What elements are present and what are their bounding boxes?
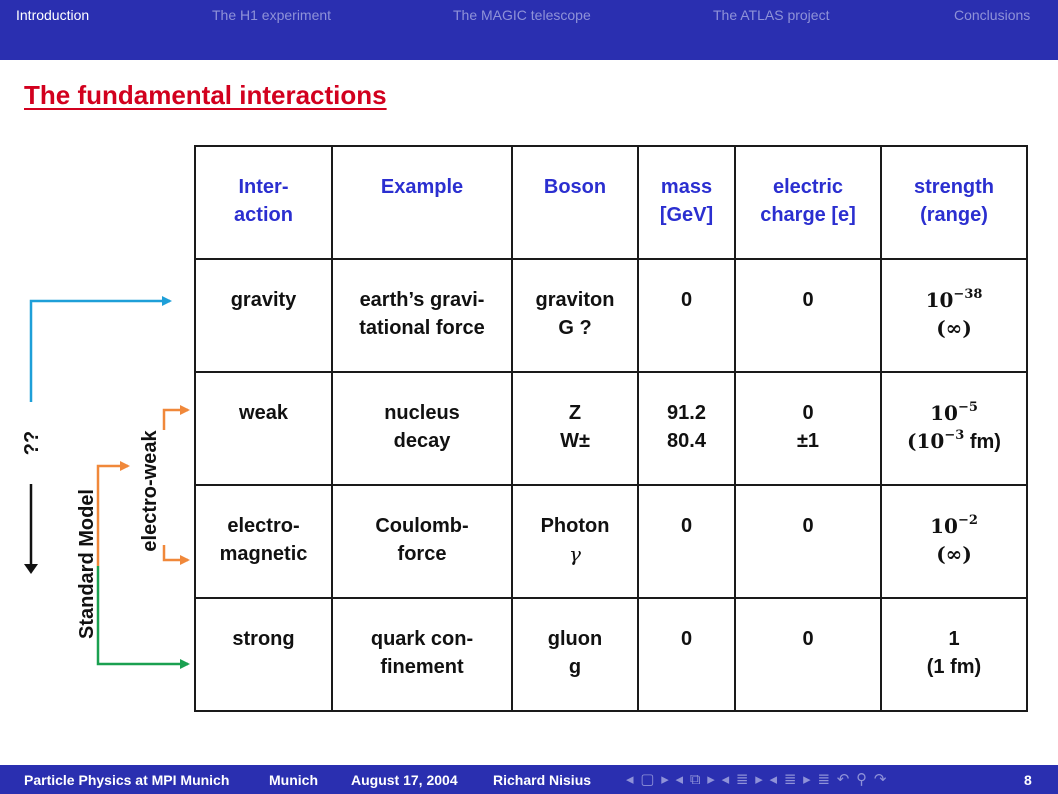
boson-line1: graviton [535, 289, 615, 311]
charge-cell [735, 598, 881, 711]
header-mass-line1: mass [660, 176, 713, 198]
strength-cell [881, 598, 1027, 711]
charge-cell [735, 372, 881, 485]
unknown-to-gravity-arrow [31, 301, 170, 402]
charge-value-w: ±1 [796, 430, 820, 452]
header-example: Example [380, 176, 464, 198]
mass-value: 0 [680, 628, 693, 650]
footer-bar [0, 765, 1058, 794]
header-cell [735, 146, 881, 259]
strength-range-base: (10 [907, 429, 945, 453]
strength-value [882, 399, 1026, 427]
strength-base: 10 [930, 514, 958, 538]
electroweak-label: electro-weak [139, 430, 161, 552]
table-row [195, 259, 1027, 372]
strength-range-exponent: −3 [944, 428, 965, 443]
standard-model-label: Standard Model [76, 489, 98, 640]
header-cell [195, 146, 332, 259]
interaction-text: gravity [230, 289, 297, 311]
interaction-text: strong [232, 628, 295, 650]
header-boson: Boson [543, 176, 607, 198]
mass-cell [638, 259, 735, 372]
strength-base: 10 [925, 288, 954, 312]
nav-introduction[interactable]: Introduction [16, 7, 90, 23]
boson-cell [512, 485, 638, 598]
strength-base: 10 [930, 401, 958, 425]
example-line2: finement [380, 656, 464, 678]
example-line1: nucleus [384, 402, 460, 424]
nav-conclusions[interactable]: Conclusions [954, 7, 1031, 23]
boson-line2: G ? [558, 317, 592, 339]
strength-range: (∞) [936, 542, 972, 566]
example-cell [332, 485, 512, 598]
strength-cell [881, 485, 1027, 598]
interaction-cell [195, 372, 332, 485]
mass-value: 0 [680, 289, 693, 311]
mass-value: 0 [680, 515, 693, 537]
boson-cell [512, 598, 638, 711]
example-line1: Coulomb- [375, 515, 469, 537]
interaction-cell [195, 598, 332, 711]
charge-cell [735, 485, 881, 598]
interaction-line2: magnetic [219, 543, 308, 565]
example-line1: earth’s gravi- [359, 289, 485, 311]
nav-atlas-project[interactable]: The ATLAS project [713, 7, 830, 23]
charge-value: 0 [802, 289, 814, 311]
example-cell [332, 259, 512, 372]
charge-value: 0 [802, 515, 814, 537]
mass-cell [638, 598, 735, 711]
beamer-navigation-icons[interactable]: ◂ ▢ ▸ ◂ ⧉ ▸ ◂ ≣ ▸ ◂ ≣ ▸ ≣ ↶ ⚲ ↷ [626, 770, 888, 788]
footer-location: Munich [269, 772, 318, 788]
interaction-line1: electro- [227, 515, 300, 537]
footer-topic: Particle Physics at MPI Munich [24, 772, 230, 788]
example-cell [332, 372, 512, 485]
strength-value [882, 512, 1026, 540]
strength-cell [881, 372, 1027, 485]
mass-cell [638, 485, 735, 598]
interaction-grouping-diagram [0, 0, 200, 794]
example-line2: tational force [359, 317, 485, 339]
nav-h1-experiment[interactable]: The H1 experiment [212, 7, 332, 23]
header-cell [638, 146, 735, 259]
interaction-cell [195, 259, 332, 372]
header-cell [512, 146, 638, 259]
header-cell [332, 146, 512, 259]
footer-author: Richard Nisius [493, 772, 592, 788]
header-cell [881, 146, 1027, 259]
strength-range: (∞) [936, 316, 972, 340]
header-charge-line1: electric [772, 176, 844, 198]
strength-value [882, 286, 1026, 314]
table-row [195, 598, 1027, 711]
strength-range: (1 fm) [926, 656, 982, 678]
header-interaction-line2: action [234, 204, 293, 226]
table-header-row [195, 146, 1027, 259]
example-line2: decay [393, 430, 451, 452]
strength-exponent: −5 [957, 400, 978, 415]
mass-value-z: 91.2 [667, 402, 706, 424]
header-strength-line1: strength [914, 176, 994, 198]
example-line2: force [397, 543, 447, 565]
table-row [195, 372, 1027, 485]
mass-value-w: 80.4 [667, 430, 706, 452]
standard-model-to-electroweak-arrow [98, 466, 128, 566]
unknown-label: ?? [21, 430, 43, 456]
strength-exponent: −38 [953, 287, 983, 302]
example-line1: quark con- [370, 628, 474, 650]
header-charge-line2: charge [e] [760, 204, 856, 226]
boson-line2: γ [569, 542, 581, 566]
footer-date: August 17, 2004 [351, 772, 458, 788]
strength-range [882, 427, 1026, 456]
standard-model-arrowhead [24, 564, 38, 574]
page-number: 8 [1024, 772, 1032, 788]
boson-line2: W± [560, 430, 590, 452]
interaction-text: weak [239, 402, 288, 424]
boson-line2: g [568, 656, 582, 678]
boson-line1: Z [568, 402, 582, 424]
header-strength-line2: (range) [920, 204, 988, 226]
boson-line1: Photon [540, 515, 610, 537]
nav-magic-telescope[interactable]: The MAGIC telescope [453, 7, 591, 23]
electroweak-to-em-arrow [164, 545, 188, 560]
example-cell [332, 598, 512, 711]
charge-cell [735, 259, 881, 372]
interaction-cell [195, 485, 332, 598]
header-mass-line2: [GeV] [659, 204, 714, 226]
strength-value: 1 [948, 628, 960, 650]
strength-cell [881, 259, 1027, 372]
charge-value-z: 0 [802, 402, 814, 424]
slide-title: The fundamental interactions [24, 80, 387, 110]
header-interaction-line1: Inter- [238, 176, 289, 198]
strength-exponent: −2 [957, 513, 978, 528]
electroweak-to-weak-arrow [164, 410, 188, 430]
charge-value: 0 [802, 628, 814, 650]
boson-line1: gluon [547, 628, 603, 650]
standard-model-to-strong-arrow [98, 566, 188, 664]
interactions-table [194, 145, 1028, 712]
strength-range-unit: fm) [964, 431, 1001, 453]
boson-cell [512, 259, 638, 372]
table-row [195, 485, 1027, 598]
mass-cell [638, 372, 735, 485]
boson-cell [512, 372, 638, 485]
